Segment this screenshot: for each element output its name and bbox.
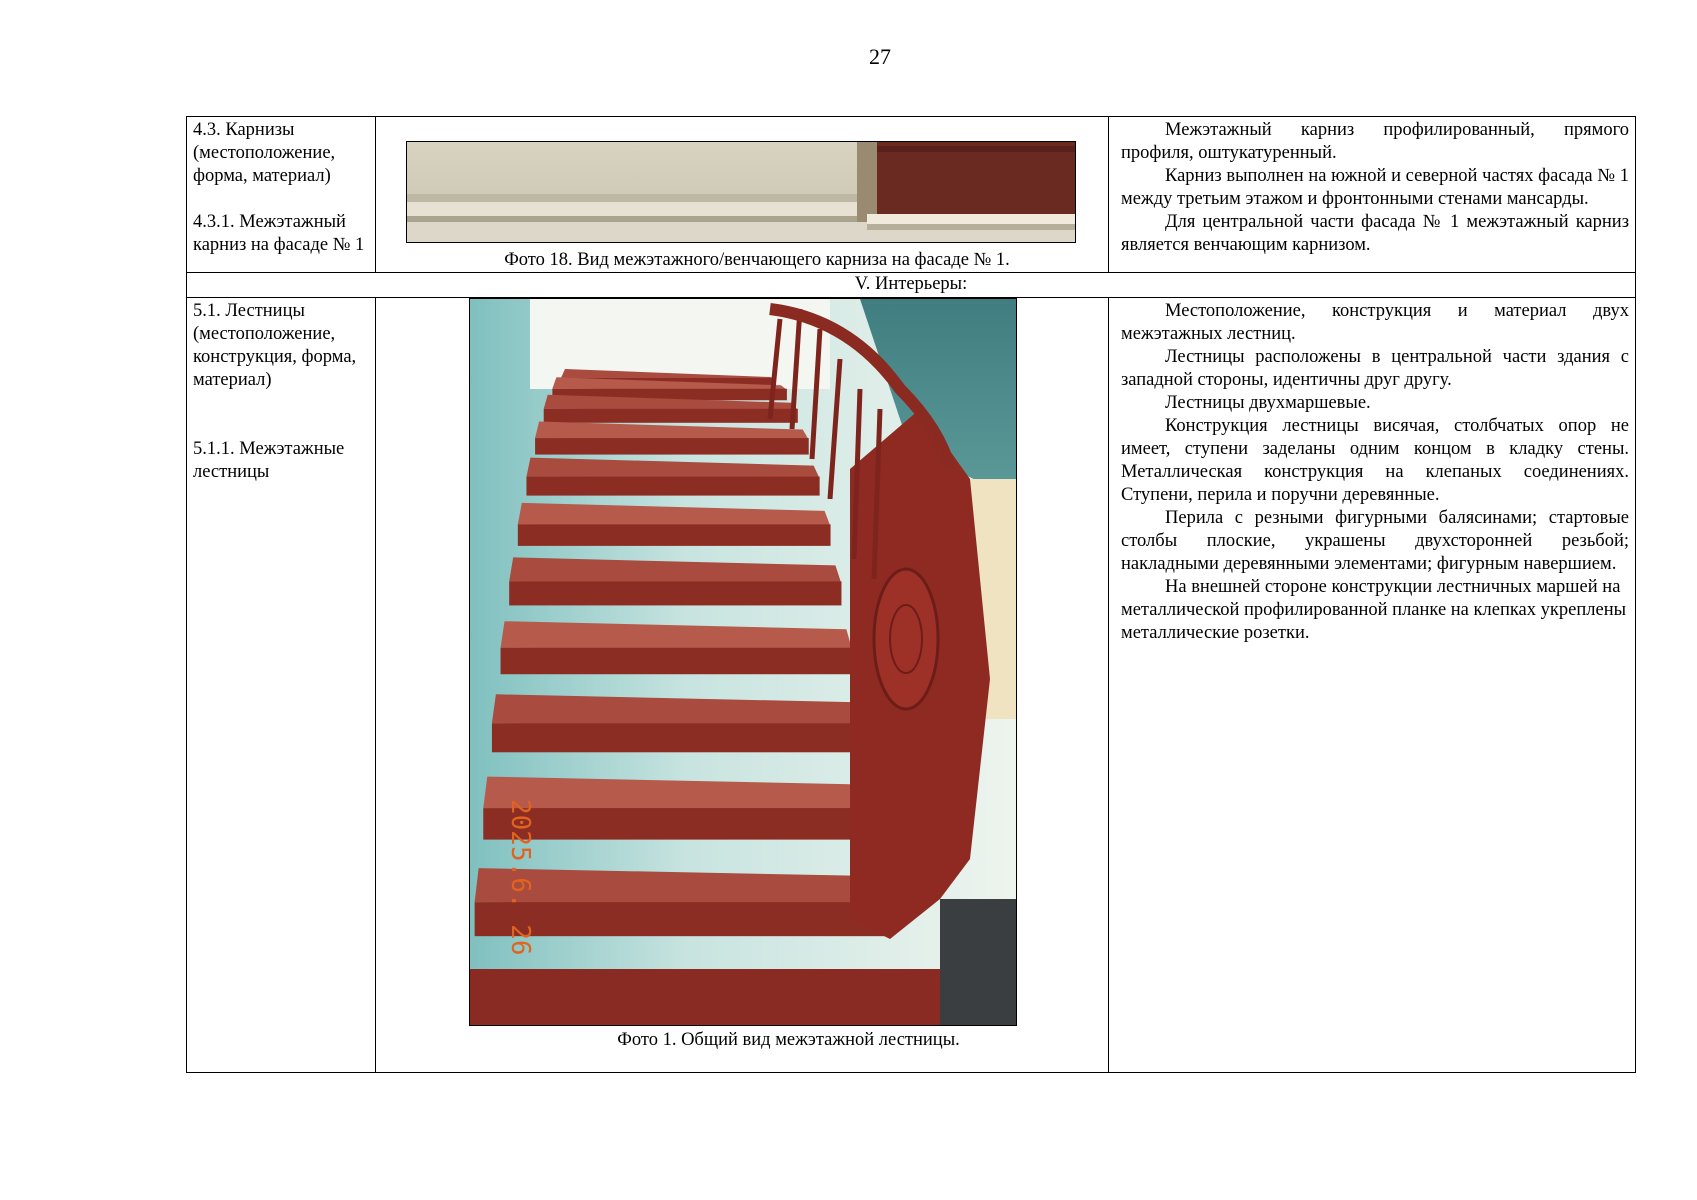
description-paragraph: На внешней стороне конструкции лестничных маршей на металлической профилированной планке на клепках укреплены металлические розетки. <box>1121 577 1627 643</box>
staircase-photo <box>469 298 1017 1026</box>
row-subheading: 5.1.1. Межэтажные лестницы <box>193 439 345 482</box>
description-cell <box>1109 298 1636 1073</box>
description-paragraph: Лестницы двухмаршевые. <box>1165 393 1371 413</box>
cornice-photo <box>406 141 1076 243</box>
row-label-cell <box>187 117 376 273</box>
photo-date-stamp: 2025.6. 26 <box>505 799 535 956</box>
description-paragraph: Лестницы расположены в центральной части здания с западной стороны, идентичны друг другу. <box>1121 347 1629 390</box>
description-cell <box>1109 117 1636 273</box>
row-label-cell <box>187 298 376 1073</box>
row-heading: 5.1. Лестницы (местоположение, конструкция, форма, материал) <box>193 301 357 390</box>
description-paragraph: Карниз выполнен на южной и северной частях фасада № 1 между третьим этажом и фронтонными стенами мансарды. <box>1121 166 1629 209</box>
page-number: 27 <box>869 44 891 69</box>
document-table <box>186 116 1636 1073</box>
photo-cell <box>376 298 1109 1073</box>
description-paragraph: Перила с резными фигурными балясинами; стартовые столбы плоские, украшены двухсторонней резьбой; накладными деревянными элементами; фигурным навершием. <box>1121 508 1629 574</box>
description-paragraph: Для центральной части фасада № 1 межэтажный карниз является венчающим карнизом. <box>1121 212 1629 255</box>
row-heading: 4.3. Карнизы (местоположение, форма, материал) <box>193 120 336 186</box>
photo-caption: Фото 1. Общий вид межэтажной лестницы. <box>617 1030 960 1050</box>
row-subheading: 4.3.1. Межэтажный карниз на фасаде № 1 <box>193 212 365 255</box>
description-paragraph: Межэтажный карниз профилированный, прямого профиля, оштукатуренный. <box>1121 120 1629 163</box>
table-row-cornices <box>187 117 1636 273</box>
section-title: V. Интерьеры: <box>187 273 1636 298</box>
description-paragraph: Местоположение, конструкция и материал двух межэтажных лестниц. <box>1121 301 1629 344</box>
section-header-row <box>187 273 1636 298</box>
description-paragraph: Конструкция лестницы висячая, столбчатых опор не имеет, ступени заделаны одним концом в кладку стены. Металлическая конструкция на клепаных соединениях. Ступени, перила и поручни деревянные. <box>1121 416 1629 505</box>
table-row-stairs <box>187 298 1636 1073</box>
photo-caption: Фото 18. Вид межэтажного/венчающего карниза на фасаде № 1. <box>504 250 1010 270</box>
photo-cell <box>376 117 1109 273</box>
